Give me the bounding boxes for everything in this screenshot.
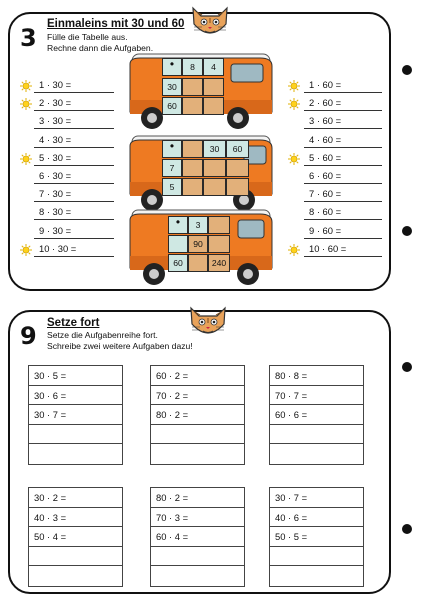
answer-cell[interactable] <box>182 178 203 196</box>
task-row[interactable]: 30 · 7 = <box>270 488 363 508</box>
answer-cell[interactable] <box>208 216 230 234</box>
answer-line[interactable] <box>34 256 114 257</box>
table-header-cell: 30 <box>162 78 182 96</box>
answer-cell[interactable] <box>182 159 203 177</box>
answer-cell[interactable] <box>188 254 208 272</box>
answer-line[interactable] <box>304 128 382 129</box>
instruction-line: Schreibe zwei weitere Aufgaben dazu! <box>47 341 193 351</box>
task-box <box>28 487 123 587</box>
task-row[interactable]: 30 · 7 = <box>29 405 122 425</box>
answer-cell[interactable] <box>226 178 249 196</box>
empty-task-row[interactable] <box>151 547 244 567</box>
sun-icon <box>20 152 32 164</box>
task-row[interactable]: 70 · 2 = <box>151 386 244 406</box>
empty-task-row[interactable] <box>270 425 363 445</box>
answer-line[interactable] <box>304 219 382 220</box>
table-operator-cell <box>162 58 182 76</box>
sun-icon <box>20 97 32 109</box>
equation-text: 6 · 60 = <box>309 170 342 181</box>
task-box <box>269 365 364 465</box>
empty-task-row[interactable] <box>29 566 122 586</box>
sun-icon <box>288 97 300 109</box>
answer-line[interactable] <box>304 201 382 202</box>
table-header-cell: 60 <box>162 97 182 115</box>
empty-task-row[interactable] <box>270 566 363 586</box>
sun-icon <box>20 243 32 255</box>
equation-text: 1 · 30 = <box>39 79 72 90</box>
answer-line[interactable] <box>34 165 114 166</box>
exercise-title: Einmaleins mit 30 und 60 <box>47 18 185 30</box>
answer-line[interactable] <box>304 238 382 239</box>
answer-cell[interactable] <box>182 97 203 115</box>
table-header-cell: 30 <box>203 140 226 158</box>
task-row[interactable]: 30 · 2 = <box>29 488 122 508</box>
answer-cell[interactable] <box>203 159 226 177</box>
empty-task-row[interactable] <box>29 425 122 445</box>
task-box <box>150 365 245 465</box>
task-box <box>150 487 245 587</box>
sun-icon <box>288 79 300 91</box>
table-operator-cell <box>162 140 182 158</box>
empty-task-row[interactable] <box>29 547 122 567</box>
equation-text: 4 · 60 = <box>309 133 342 145</box>
empty-task-row[interactable] <box>270 444 363 464</box>
task-box <box>28 365 123 465</box>
sun-icon <box>288 243 300 255</box>
equation-text: 7 · 60 = <box>309 188 342 200</box>
table-header-cell <box>168 235 188 253</box>
equation-text: 9 · 60 = <box>309 224 342 236</box>
answer-cell[interactable] <box>203 178 226 196</box>
instruction-line: Fülle die Tabelle aus. <box>47 32 128 42</box>
task-row[interactable]: 80 · 8 = <box>270 366 363 386</box>
binder-hole <box>402 226 412 236</box>
table-header-cell: 60 <box>168 254 188 272</box>
equation-text: 5 · 60 = <box>309 151 342 163</box>
binder-hole <box>402 362 412 372</box>
task-row[interactable]: 60 · 6 = <box>270 405 363 425</box>
binder-hole <box>402 65 412 75</box>
answer-cell[interactable] <box>182 78 203 96</box>
binder-hole <box>402 524 412 534</box>
answer-cell[interactable] <box>203 97 224 115</box>
table-header-cell: 4 <box>203 58 224 76</box>
answer-line[interactable] <box>304 165 382 166</box>
cat-face-icon <box>186 302 230 338</box>
equation-text: 3 · 60 = <box>309 115 342 127</box>
instruction-line: Rechne dann die Aufgaben. <box>47 43 154 53</box>
task-row[interactable]: 50 · 5 = <box>270 527 363 547</box>
equation-text: 10 · 30 = <box>39 242 77 254</box>
task-row[interactable]: 80 · 2 = <box>151 488 244 508</box>
answer-line[interactable] <box>304 183 382 184</box>
empty-task-row[interactable] <box>151 566 244 586</box>
empty-task-row[interactable] <box>151 444 244 464</box>
equation-text: 7 · 30 = <box>39 188 72 200</box>
task-row[interactable]: 30 · 5 = <box>29 366 122 386</box>
table-header-cell: 3 <box>188 216 208 234</box>
answer-line[interactable] <box>34 147 114 148</box>
equation-text: 8 · 60 = <box>309 206 342 218</box>
answer-line[interactable] <box>34 128 114 129</box>
equation-text: 10 · 60 = <box>309 242 347 254</box>
sun-icon <box>20 79 32 91</box>
task-row[interactable]: 60 · 4 = <box>151 527 244 547</box>
equation-text: 4 · 30 = <box>39 133 72 145</box>
answer-line[interactable] <box>34 92 114 93</box>
equation-text: 9 · 30 = <box>39 224 72 236</box>
equation-text: 6 · 30 = <box>39 170 72 181</box>
task-row[interactable]: 80 · 2 = <box>151 405 244 425</box>
task-row[interactable]: 30 · 6 = <box>29 386 122 406</box>
answer-line[interactable] <box>34 201 114 202</box>
equation-text: 1 · 60 = <box>309 79 342 90</box>
answer-cell[interactable] <box>203 78 224 96</box>
equation-text: 5 · 30 = <box>39 151 72 163</box>
answer-cell: 90 <box>188 235 208 253</box>
task-row[interactable]: 40 · 6 = <box>270 508 363 528</box>
task-box <box>269 487 364 587</box>
answer-line[interactable] <box>304 92 382 93</box>
equation-text: 2 · 60 = <box>309 97 342 109</box>
answer-line[interactable] <box>34 110 114 111</box>
answer-cell: 240 <box>208 254 230 272</box>
equation-text: 2 · 30 = <box>39 97 72 109</box>
task-row[interactable]: 40 · 3 = <box>29 508 122 528</box>
table-header-cell: 5 <box>162 178 182 196</box>
answer-line[interactable] <box>34 183 114 184</box>
exercise-number: 9 <box>20 322 37 350</box>
exercise-number: 3 <box>20 24 37 52</box>
answer-cell[interactable] <box>226 159 249 177</box>
answer-cell[interactable] <box>182 140 203 158</box>
task-row[interactable]: 70 · 3 = <box>151 508 244 528</box>
answer-line[interactable] <box>304 110 382 111</box>
answer-line[interactable] <box>304 147 382 148</box>
empty-task-row[interactable] <box>29 444 122 464</box>
empty-task-row[interactable] <box>151 425 244 445</box>
answer-line[interactable] <box>304 256 382 257</box>
empty-task-row[interactable] <box>270 547 363 567</box>
answer-cell[interactable] <box>208 235 230 253</box>
equation-text: 3 · 30 = <box>39 115 72 127</box>
table-operator-cell <box>168 216 188 234</box>
instruction-line: Setze die Aufgabenreihe fort. <box>47 330 158 340</box>
answer-line[interactable] <box>34 219 114 220</box>
table-header-cell: 60 <box>226 140 249 158</box>
answer-line[interactable] <box>34 238 114 239</box>
cat-face-icon <box>188 2 232 38</box>
exercise-title: Setze fort <box>47 317 100 329</box>
task-row[interactable]: 60 · 2 = <box>151 366 244 386</box>
task-row[interactable]: 50 · 4 = <box>29 527 122 547</box>
table-header-cell: 8 <box>182 58 203 76</box>
task-row[interactable]: 70 · 7 = <box>270 386 363 406</box>
sun-icon <box>288 152 300 164</box>
equation-text: 8 · 30 = <box>39 206 72 218</box>
table-header-cell: 7 <box>162 159 182 177</box>
